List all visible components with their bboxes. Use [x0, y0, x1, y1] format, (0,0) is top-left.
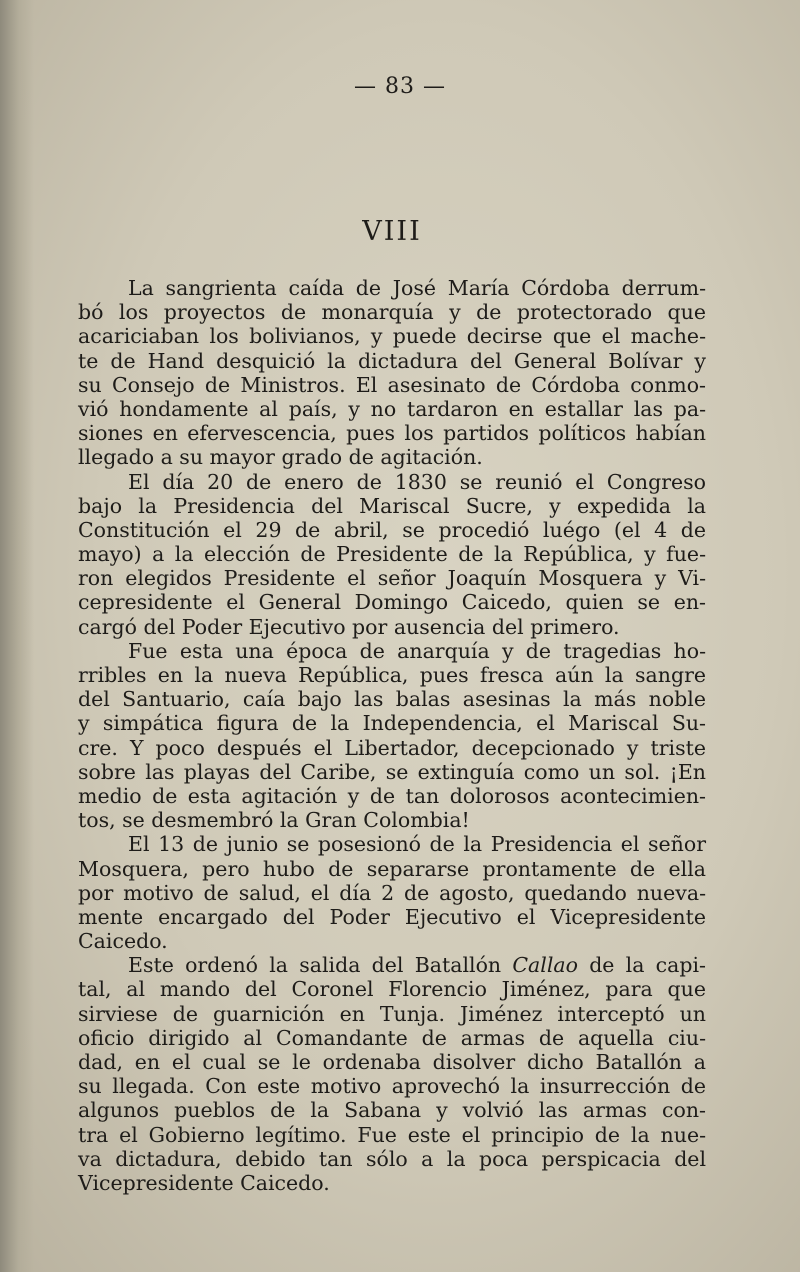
text-line: mayo) a la elección de Presidente de la República, y fue- — [78, 542, 706, 567]
text-line: bajo la Presidencia del Mariscal Sucre, y expedida la — [78, 493, 706, 518]
text-line: sirviese de guarnición en Tunja. Jiménez interceptó un — [78, 1001, 706, 1026]
text-line: acariciaban los bolivianos, y puede decirse que el mache- — [78, 324, 706, 349]
text-line: del Santuario, caía bajo las balas asesinas la más noble — [78, 687, 706, 712]
text-line: su Consejo de Ministros. El asesinato de Córdoba conmo- — [78, 372, 706, 397]
text-line: Mosquera, pero hubo de separarse prontamente de ella — [78, 856, 706, 881]
text-line: oficio dirigido al Comandante de armas de aquella ciu- — [78, 1025, 706, 1050]
text-line: tal, al mando del Coronel Florencio Jiménez, para que — [78, 977, 706, 1002]
text-line: rribles en la nueva República, pues fresca aún la sangre — [78, 663, 706, 687]
text-line: sobre las playas del Caribe, se extinguía como un sol. ¡En — [78, 759, 706, 784]
text-line: Constitución el 29 de abril, se procedió luégo (el 4 de — [78, 517, 706, 542]
text-line: su llegada. Con este motivo aprovechó la insurrección de — [78, 1074, 706, 1099]
text-line: vió hondamente al país, y no tardaron en estallar las pa- — [78, 396, 706, 421]
text-line: te de Hand desquició la dictadura del General Bolívar y — [78, 348, 706, 373]
text-line: cargó del Poder Ejecutivo por ausencia del primero. — [78, 614, 620, 639]
text-line: algunos pueblos de la Sabana y volvió las armas con- — [78, 1098, 706, 1123]
page-edge-shadow — [0, 0, 34, 1272]
text-fragment: Este ordenó la salida del Batallón — [128, 953, 502, 978]
text-line — [78, 953, 706, 977]
body-text — [78, 276, 706, 1195]
text-line: La sangrienta caída de José María Córdoba derrum- — [128, 276, 706, 300]
chapter-heading: VIII — [362, 216, 422, 247]
text-line: tra el Gobierno legítimo. Fue este el principio de la nue- — [78, 1122, 706, 1147]
text-line: Fue esta una época de anarquía y de tragedias ho- — [128, 638, 706, 663]
text-fragment: de la capi- — [589, 953, 706, 978]
battalion-name: Callao — [512, 953, 578, 978]
text-line: llegado a su mayor grado de agitación. — [78, 445, 483, 470]
text-line: cepresidente el General Domingo Caicedo, quien se en- — [78, 590, 706, 615]
text-line: siones en efervescencia, pues los partidos políticos habían — [78, 421, 706, 446]
text-line: El 13 de junio se posesionó de la Presidencia el señor — [128, 832, 706, 857]
text-line: por motivo de salud, el día 2 de agosto, quedando nueva- — [78, 880, 706, 905]
text-line: mente encargado del Poder Ejecutivo el Vicepresidente — [78, 904, 706, 929]
text-line: bó los proyectos de monarquía y de protectorado que — [78, 300, 706, 325]
text-line: medio de esta agitación y de tan dolorosos acontecimien- — [78, 783, 706, 808]
text-line: va dictadura, debido tan sólo a la poca perspicacia del — [78, 1146, 706, 1171]
text-line: El día 20 de enero de 1830 se reunió el Congreso — [128, 469, 706, 494]
text-line: ron elegidos Presidente el señor Joaquín Mosquera y Vi- — [78, 566, 706, 591]
text-line: tos, se desmembró la Gran Colombia! — [78, 808, 470, 833]
text-line: Vicepresidente Caicedo. — [78, 1170, 330, 1195]
text-line: dad, en el cual se le ordenaba disolver dicho Batallón a — [78, 1050, 706, 1074]
text-line: Caicedo. — [78, 929, 168, 954]
text-line: cre. Y poco después el Libertador, decepcionado y triste — [78, 735, 706, 760]
text-line: y simpática figura de la Independencia, el Mariscal Su- — [78, 711, 706, 736]
page-number: — 83 — — [354, 74, 446, 99]
